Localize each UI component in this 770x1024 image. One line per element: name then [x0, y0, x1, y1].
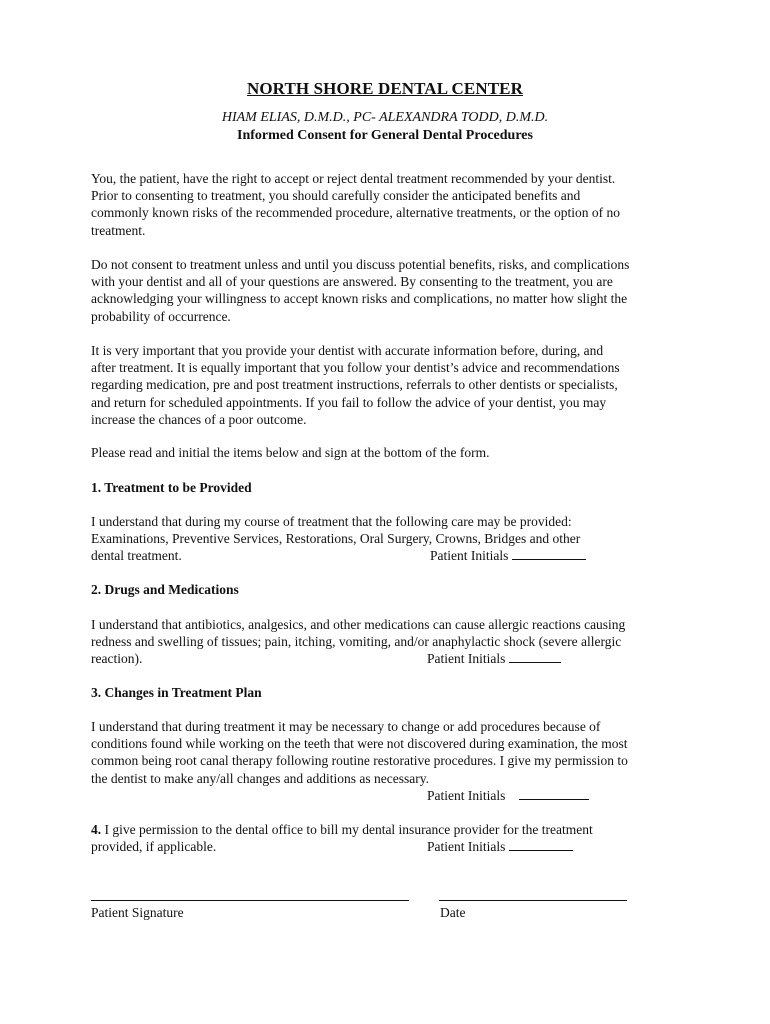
initials-label: Patient Initials: [427, 788, 506, 803]
text-line: common being root canal therapy following routine restorative procedures. I give my permission to: [91, 753, 628, 769]
doctors-line: HIAM ELIAS, D.M.D., PC- ALEXANDRA TODD, D.M.D.: [221, 110, 549, 125]
section-3-heading: [91, 684, 681, 701]
section-3-initials-field[interactable]: [427, 787, 589, 804]
section-1-heading: [91, 479, 681, 496]
intro-paragraph-1: [91, 170, 681, 239]
section-4-number: 4.: [91, 822, 102, 837]
section-1-initials-field[interactable]: [430, 547, 586, 564]
intro-paragraph-3: [91, 342, 681, 428]
text-line: [91, 821, 681, 838]
text-line: dental treatment.: [91, 548, 182, 564]
text-line: conditions found while working on the teeth that were not discovered during examination, the most: [91, 736, 628, 752]
section-2-initials-field[interactable]: [427, 650, 561, 667]
section-2-heading: [91, 581, 681, 598]
initials-blank[interactable]: [509, 650, 561, 663]
heading-text: 3. Changes in Treatment Plan: [91, 685, 262, 700]
section-4-body: [91, 821, 681, 855]
text-line: after treatment. It is equally important that you follow your dentist’s advice and recommendations: [91, 360, 620, 376]
initials-label: Patient Initials: [430, 548, 509, 563]
section-4-first-line: I give permission to the dental office to bill my dental insurance provider for the treatment: [104, 822, 593, 837]
text-line: acknowledging your willingness to accept known risks and complications, no matter how slight the: [91, 291, 628, 307]
date-label: Date: [440, 905, 466, 920]
text-line: Examinations, Preventive Services, Restorations, Oral Surgery, Crowns, Bridges and other: [91, 531, 581, 547]
instructions-line: [91, 444, 681, 461]
initials-blank[interactable]: [519, 787, 589, 800]
patient-signature-line[interactable]: [91, 899, 409, 901]
text-line: You, the patient, have the right to accept or reject dental treatment recommended by your dentist.: [91, 171, 616, 186]
text-line: I understand that during my course of treatment that the following care may be provided:: [91, 514, 572, 529]
text-line: and return for scheduled appointments. If you fail to follow the advice of your dentist, you may: [91, 394, 607, 410]
initials-label: Patient Initials: [427, 839, 506, 854]
section-4-initials-field[interactable]: [427, 838, 573, 855]
text-line: redness and swelling of tissues; pain, itching, vomiting, and/or anaphylactic shock (severe allergic: [91, 634, 622, 650]
date-line[interactable]: [439, 899, 627, 901]
section-1-body: [91, 513, 681, 565]
initials-label: Patient Initials: [427, 651, 506, 666]
text-line: the dentist to make any/all changes and additions as necessary.: [91, 770, 430, 786]
initials-blank[interactable]: [512, 547, 586, 560]
section-2-body: [91, 616, 681, 668]
patient-signature-label: Patient Signature: [91, 905, 184, 920]
text-line: Do not consent to treatment unless and until you discuss potential benefits, risks, and complications: [91, 257, 630, 272]
text-line: Prior to consenting to treatment, you should carefully consider the anticipated benefits and: [91, 188, 581, 204]
text-line: with your dentist and all of your questions are answered. By consenting to the treatment, you are: [91, 274, 613, 290]
heading-text: 1. Treatment to be Provided: [91, 480, 252, 495]
text-line: regarding medication, pre and post treatment instructions, referrals to other dentists or specialists,: [91, 377, 618, 393]
form-title: Informed Consent for General Dental Procedures: [237, 128, 533, 143]
text-line: provided, if applicable.: [91, 839, 217, 855]
text-line: probability of occurrence.: [91, 308, 231, 324]
text-line: reaction).: [91, 651, 143, 667]
text-line: Please read and initial the items below and sign at the bottom of the form.: [91, 445, 490, 460]
intro-paragraph-2: [91, 256, 681, 325]
text-line: commonly known risks of the recommended procedure, alternative treatments, or the option of no: [91, 205, 620, 221]
practice-name: NORTH SHORE DENTAL CENTER: [246, 79, 523, 98]
text-line: I understand that antibiotics, analgesics, and other medications can cause allergic reactions causing: [91, 617, 626, 632]
heading-text: 2. Drugs and Medications: [91, 582, 239, 597]
text-line: I understand that during treatment it may be necessary to change or add procedures because of: [91, 719, 601, 734]
text-line: treatment.: [91, 222, 146, 238]
text-line: It is very important that you provide your dentist with accurate information before, during, and: [91, 343, 604, 358]
text-line: increase the chances of a poor outcome.: [91, 411, 307, 427]
section-3-body: [91, 718, 681, 787]
initials-blank[interactable]: [509, 838, 573, 851]
